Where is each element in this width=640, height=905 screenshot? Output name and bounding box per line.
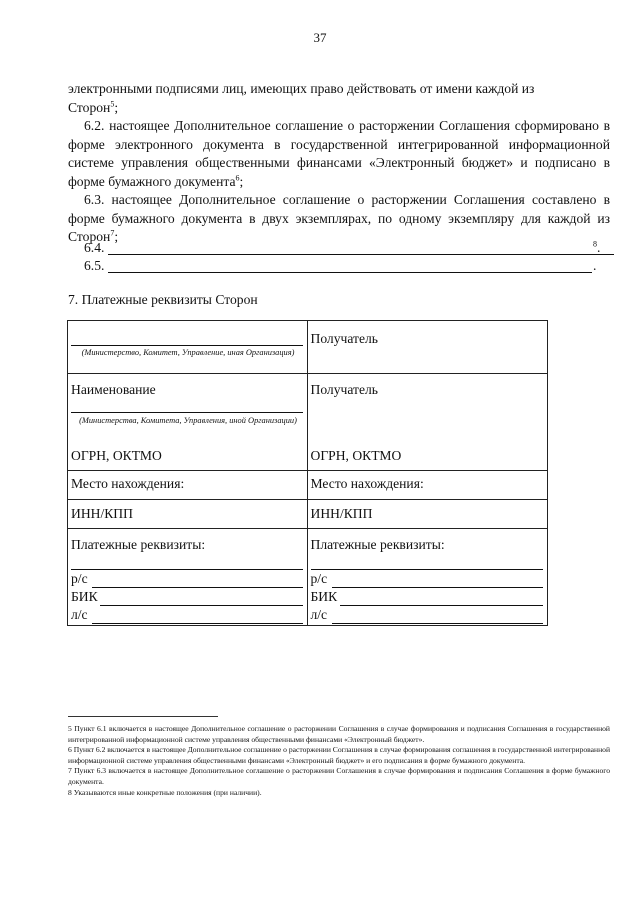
clause-6-2 xyxy=(68,117,610,191)
clause-6-2-text: сформировано в форме электронного документа в государственной интегрированной информационной системе управления общественными финансами «Электронный бюджет» и подписано в форме бумажного документа xyxy=(68,118,610,189)
clause-6-4-blank xyxy=(108,254,614,255)
inn-kpp-right: ИНН/КПП xyxy=(310,506,373,521)
party-left-caption: (Министерство, Комитет, Управление, иная Организация) xyxy=(81,348,295,357)
payment-blank-right xyxy=(311,569,543,570)
page-number: 37 xyxy=(313,30,327,45)
inn-cell-right xyxy=(307,500,548,529)
footnote-6 xyxy=(68,745,610,766)
clause-6-1-line1: электронными подписями лиц, имеющих право действовать от имени каждой из xyxy=(68,81,535,96)
party-left-header-cell xyxy=(68,321,308,374)
payment-details-label-right: Платежные реквизиты: xyxy=(310,537,445,552)
footnote-ref-7: 7 xyxy=(110,228,115,238)
recipient-label-1: Получатель xyxy=(310,331,378,346)
section-title: 7. Платежные реквизиты Сторон xyxy=(68,292,258,307)
payment-cell-right xyxy=(307,529,548,626)
footnote-8-number: 8 xyxy=(68,787,72,797)
account-label-left: р/с xyxy=(71,571,88,586)
clause-6-3-text: составлено в форме бумажного документа в двух экземплярах, по одному экземпляру для каждой из Сторон xyxy=(68,192,610,244)
clause-6-5-end: . xyxy=(593,258,597,273)
party-right-header-cell xyxy=(307,321,548,374)
clause-6-3-end: ; xyxy=(114,229,119,244)
footnote-8 xyxy=(68,788,610,799)
name-blank xyxy=(71,412,303,413)
clause-6-2-lead: 6.2. настоящее Дополнительное соглашение о расторжении Соглашения xyxy=(84,118,510,133)
bik-blank-left xyxy=(100,605,303,606)
personal-account-blank-right xyxy=(332,623,543,624)
name-label: Наименование xyxy=(71,382,156,397)
location-label-right: Место нахождения: xyxy=(310,476,424,491)
bik-label-left: БИК xyxy=(71,589,98,604)
inn-kpp-left: ИНН/КПП xyxy=(71,506,133,521)
personal-account-label-right: л/с xyxy=(310,607,328,622)
clause-6-1-tail xyxy=(68,80,610,117)
footnote-5-text: Пункт 6.1 включается в настоящее Дополнительное соглашение о расторжении Соглашения в случае формирования и подписания Соглашения в государственной интегрированной информационной системе управления общественными финансами «Электронный бюджет». xyxy=(68,724,610,744)
payment-blank-left xyxy=(71,569,303,570)
footnote-8-text: Указываются иные конкретные положения (при наличии). xyxy=(73,787,262,797)
clause-6-1-line2: Сторон xyxy=(68,99,111,115)
clause-6-5-number: 6.5. xyxy=(84,258,105,273)
clause-6-5 xyxy=(84,258,610,276)
location-cell-right xyxy=(307,471,548,500)
footnote-6-text: Пункт 6.2 включается в настоящее Дополнительное соглашение о расторжении Соглашения в случае формирования соглашения в государственной интегрированной информационной системе управления общественными финансами «Электронный бюджет» и его подписания в форме бумажного документа. xyxy=(68,745,611,765)
footnote-7-text: Пункт 6.3 включается в настоящее Дополнительное соглашение о расторжении Соглашения в случае формирования и подписания Соглашения в форме бумажного документа. xyxy=(68,766,610,786)
account-blank-left xyxy=(92,587,303,588)
clause-6-3-lead: 6.3. настоящее Дополнительное соглашение о расторжении Соглашения xyxy=(84,192,525,207)
location-label-left: Место нахождения: xyxy=(71,476,185,491)
payment-details-table xyxy=(67,320,548,626)
bik-blank-right xyxy=(340,605,543,606)
payment-details-label-left: Платежные реквизиты: xyxy=(71,537,206,552)
ogrn-oktmo-left: ОГРН, ОКТМО xyxy=(71,448,162,463)
footnote-7-number: 7 xyxy=(68,766,72,776)
footnote-ref-6: 6 xyxy=(235,172,240,182)
payment-cell-left xyxy=(68,529,308,626)
name-caption: (Министерства, Комитета, Управления, иной Организации) xyxy=(79,416,297,425)
name-cell-right xyxy=(307,374,548,471)
footnote-5-number: 5 xyxy=(68,724,72,733)
clause-6-4 xyxy=(84,240,610,258)
footnote-5 xyxy=(68,724,610,745)
footnote-6-number: 6 xyxy=(68,745,72,755)
footnotes xyxy=(68,724,610,798)
clause-6-4-number: 6.4. xyxy=(84,240,105,255)
footnote-7 xyxy=(68,766,610,787)
footnote-ref-5: 5 xyxy=(110,98,115,108)
clause-6-4-end: . xyxy=(597,240,601,255)
recipient-label-2: Получатель xyxy=(310,382,378,397)
clause-6-2-end: ; xyxy=(239,173,244,189)
clause-6-4-tail xyxy=(593,240,600,256)
account-label-right: р/с xyxy=(310,571,328,586)
clause-6-1-end: ; xyxy=(114,99,119,115)
location-cell-left xyxy=(68,471,308,500)
footnote-ref-8: 8 xyxy=(593,239,597,249)
clause-6-5-blank xyxy=(108,272,592,273)
party-left-blank xyxy=(71,345,303,346)
clause-6-3 xyxy=(68,191,610,247)
ogrn-oktmo-right: ОГРН, ОКТМО xyxy=(310,448,402,463)
personal-account-label-left: л/с xyxy=(71,607,88,622)
inn-cell-left xyxy=(68,500,308,529)
name-cell-left xyxy=(68,374,308,471)
bik-label-right: БИК xyxy=(310,589,338,604)
footnote-separator xyxy=(68,716,218,717)
personal-account-blank-left xyxy=(92,623,303,624)
account-blank-right xyxy=(332,587,543,588)
